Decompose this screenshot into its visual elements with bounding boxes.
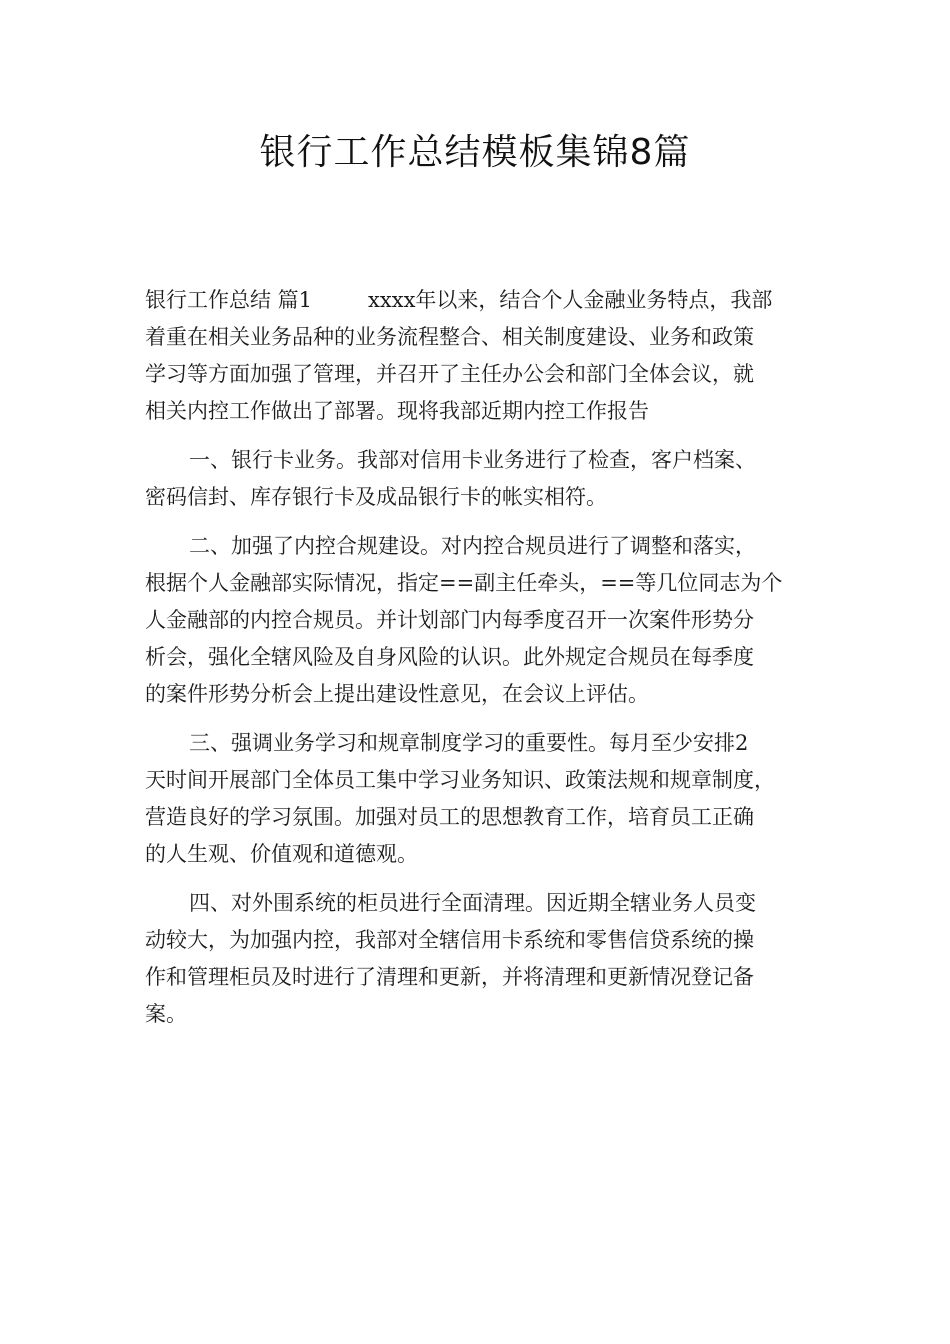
text-line: 人金融部的内控合规员。并计划部门内每季度召开一次案件形势分 <box>145 608 754 632</box>
text-line: 天时间开展部门全体员工集中学习业务知识、政策法规和规章制度， <box>145 768 775 792</box>
text-line: 作和管理柜员及时进行了清理和更新，并将清理和更新情况登记备 <box>145 965 754 989</box>
document-body <box>145 282 823 1033</box>
text-line: 着重在相关业务品种的业务流程整合、相关制度建设、业务和政策 <box>145 325 754 349</box>
paragraph-4 <box>145 725 823 873</box>
text-line: 的案件形势分析会上提出建设性意见，在会议上评估。 <box>145 682 649 706</box>
text-segment: xxxx年以来，结合个人金融业务特点，我部 <box>368 288 773 312</box>
text-line: 三、强调业务学习和规章制度学习的重要性。每月至少安排2 <box>189 731 749 755</box>
text-line: 二、加强了内控合规建设。对内控合规员进行了调整和落实， <box>189 534 756 558</box>
text-line: 密码信封、库存银行卡及成品银行卡的帐实相符。 <box>145 485 607 509</box>
text-line: 一、银行卡业务。我部对信用卡业务进行了检查，客户档案、 <box>189 448 756 472</box>
paragraph-3 <box>145 528 823 713</box>
paragraph-5 <box>145 885 823 1033</box>
section-heading: 银行工作总结 篇1 <box>145 288 313 312</box>
text-line: 相关内控工作做出了部署。现将我部近期内控工作报告 <box>145 399 649 423</box>
text-line: 营造良好的学习氛围。加强对员工的思想教育工作，培育员工正确 <box>145 805 754 829</box>
text-line: 根据个人金融部实际情况，指定==副主任牵头，==等几位同志为个 <box>145 571 783 595</box>
text-line: 动较大，为加强内控，我部对全辖信用卡系统和零售信贷系统的操 <box>145 928 754 952</box>
text-line: 案。 <box>145 1002 187 1026</box>
paragraph-2 <box>145 442 823 516</box>
text-line: 学习等方面加强了管理，并召开了主任办公会和部门全体会议，就 <box>145 362 754 386</box>
text-line <box>145 282 823 319</box>
paragraph-1 <box>145 282 823 430</box>
text-line: 四、对外围系统的柜员进行全面清理。因近期全辖业务人员变 <box>189 891 756 915</box>
text-line: 的人生观、价值观和道德观。 <box>145 842 418 866</box>
text-line: 析会，强化全辖风险及自身风险的认识。此外规定合规员在每季度 <box>145 645 754 669</box>
document-title: 银行工作总结模板集锦8篇 <box>259 132 691 173</box>
